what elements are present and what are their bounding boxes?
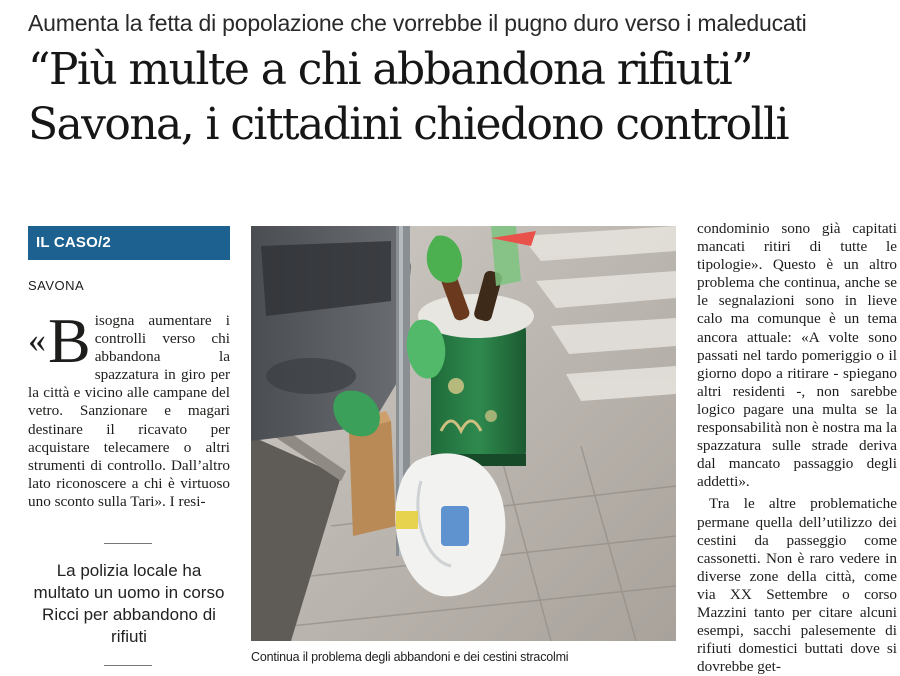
paragraph: Tra le altre problematiche permane quella dell’utilizzo dei cestini da passeggio come cassonetti. Non è raro vedere in diverse zone della città, come via XX Settembre o corso Mazzini tanto per citare alcuni esempi, sacchi palesemente di rifiuti domestici buttati dove si dovrebbe get- xyxy=(697,495,897,676)
lead-column xyxy=(28,305,230,511)
headline-line-2: Savona, i cittadini chiedono controlli xyxy=(28,99,788,150)
kicker: Aumenta la fetta di popolazione che vorrebbe il pugno duro verso i maleducati xyxy=(28,10,807,36)
pull-quote-rule-bottom xyxy=(104,665,152,666)
right-column xyxy=(697,220,897,676)
opening-quote-mark: « xyxy=(28,320,46,360)
photo-illustration xyxy=(251,226,676,641)
headline xyxy=(28,42,898,152)
lead-text: isogna aumentare i controlli verso chi abbandona la spazzatura in giro per la città e vicino alle campane del vetro. Sanzionare e magari destinare il ricavato per acquistare telecamere o altri strumenti di controllo. Dall’altro lato riconoscere a chi è virtuoso uno sconto sulla Tari». I resi- xyxy=(28,312,230,510)
article-photo xyxy=(251,226,676,641)
photo-caption: Continua il problema degli abbandoni e dei cestini stracolmi xyxy=(251,650,569,664)
dateline: SAVONA xyxy=(28,278,85,293)
section-tag: IL CASO/2 xyxy=(28,226,230,260)
pull-quote: La polizia locale ha multato un uomo in corso Ricci per abbandono di rifiuti xyxy=(33,561,225,646)
paragraph: condominio sono già capitati mancati ritiri di tutte le tipologie». Questo è un altro problema che continua, anche se le segnalazioni sono in lieve calo ma comunque è un tema ancora attuale: «A volte sono passati nel tardo pomeriggio o il giorno dopo a ritirare - spiegano altri residenti -, non sarebbe logico pagare una multa se la responsabilità non è nostra ma la spazzatura sulle strade deriva dal mancato passaggio degli addetti». xyxy=(697,220,897,491)
pull-quote-rule-top xyxy=(104,543,152,544)
drop-cap: B xyxy=(48,305,91,376)
headline-line-1: “Più multe a chi abbandona rifiuti” xyxy=(28,44,752,95)
